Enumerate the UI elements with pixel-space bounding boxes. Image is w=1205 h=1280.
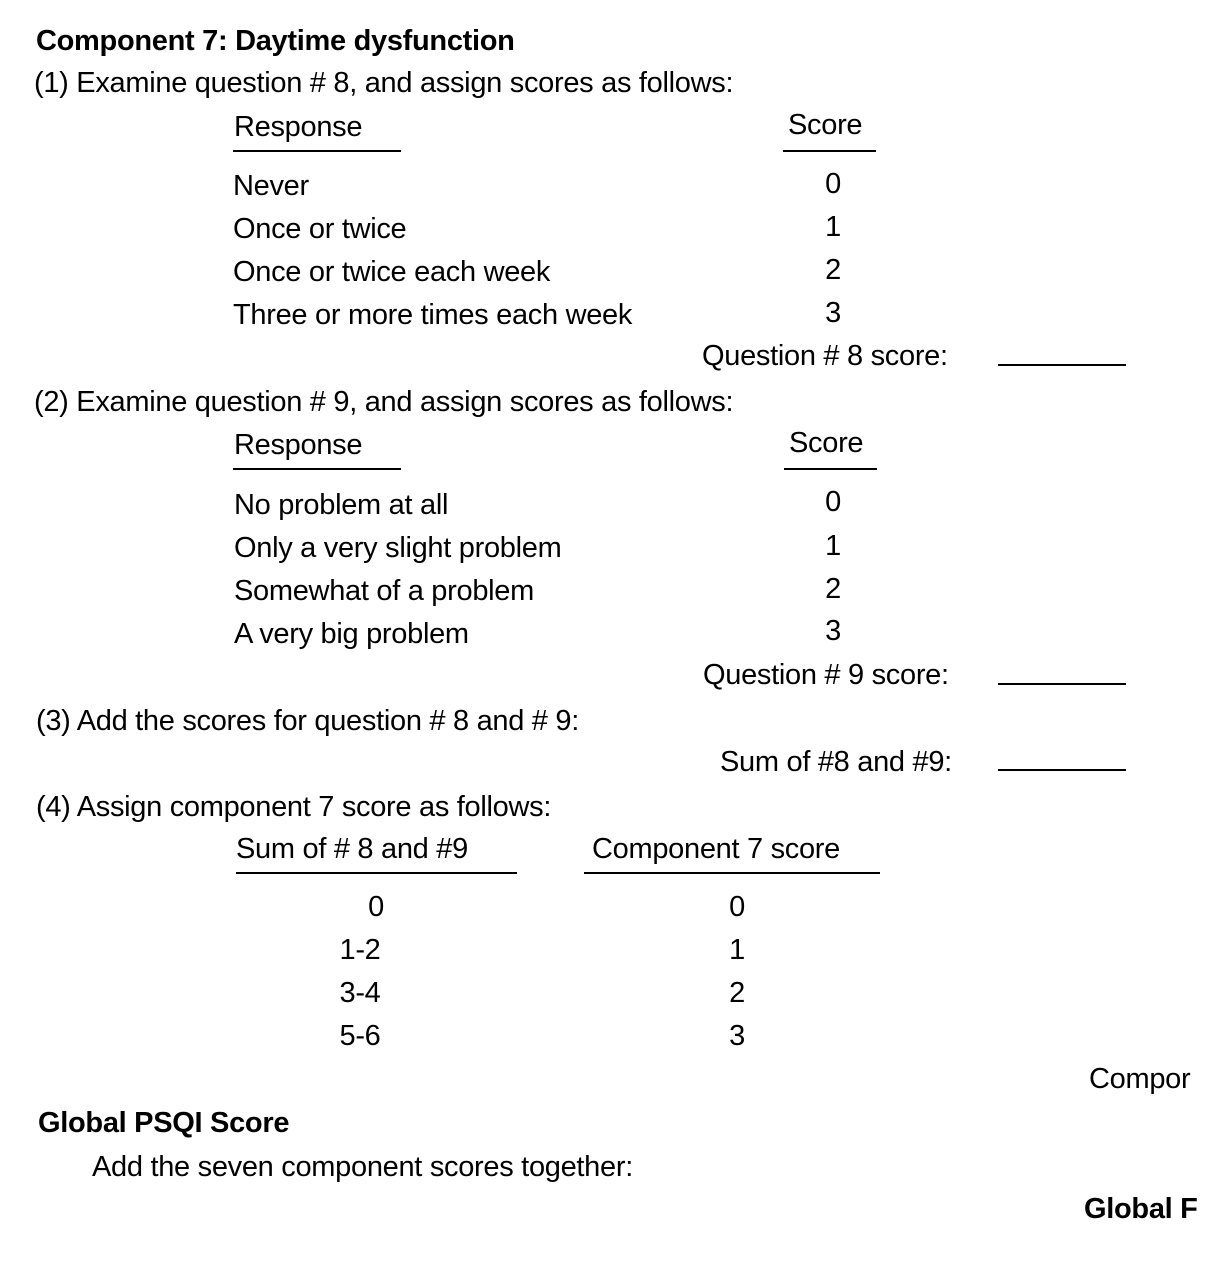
q9-row-score: 3 [825,615,841,647]
global-instruction: Add the seven component scores together: [92,1151,633,1183]
q8-row-score: 0 [825,168,841,200]
section-title: Component 7: Daytime dysfunction [36,25,515,57]
step-3-instruction: (3) Add the scores for question # 8 and # 9: [36,705,579,737]
component7-value: 1 [729,934,745,966]
q8-score-header-rule [783,150,876,152]
sum-column-header: Sum of # 8 and #9 [236,833,468,865]
sum-column-header-rule [236,872,517,874]
q8-score-blank[interactable] [998,364,1126,366]
step-4-instruction: (4) Assign component 7 score as follows: [36,791,552,823]
q9-row-score: 1 [825,530,841,562]
component7-value: 0 [729,891,745,923]
sum-value: 5-6 [339,1020,381,1052]
component7-score-header: Component 7 score [592,833,840,865]
q8-row-response: Once or twice each week [233,256,551,288]
sum-value: 0 [368,891,384,923]
q9-score-header: Score [789,427,864,459]
q9-response-header: Response [234,429,363,461]
q8-score-label: Question # 8 score: [702,340,948,372]
q8-row-score: 2 [825,254,841,286]
component7-score-header-rule [584,872,880,874]
q8-row-score: 3 [825,297,841,329]
q8-row-response: Never [233,170,309,202]
q8-row-response: Three or more times each week [233,299,633,331]
q8-response-header-rule [233,150,401,152]
q9-row-response: No problem at all [234,489,449,521]
global-title: Global PSQI Score [38,1107,290,1139]
q9-row-response: Somewhat of a problem [234,575,534,607]
component7-value: 3 [729,1020,745,1052]
q9-row-score: 2 [825,573,841,605]
sum-8-9-label: Sum of #8 and #9: [720,746,952,778]
q9-score-label: Question # 9 score: [703,659,949,691]
component7-score-label: Compor [1089,1063,1191,1095]
q9-response-header-rule [233,468,401,470]
q9-row-response: Only a very slight problem [234,532,562,564]
q8-row-score: 1 [825,211,841,243]
sum-value: 3-4 [339,977,381,1009]
sum-8-9-blank[interactable] [998,769,1126,771]
q9-score-header-rule [784,468,877,470]
global-score-label: Global F [1084,1193,1198,1225]
q9-score-blank[interactable] [998,683,1126,685]
component7-value: 2 [729,977,745,1009]
q9-row-response: A very big problem [234,618,469,650]
q8-response-header: Response [234,111,363,143]
q9-row-score: 0 [825,486,841,518]
q8-score-header: Score [788,109,863,141]
sum-value: 1-2 [339,934,381,966]
step-1-instruction: (1) Examine question # 8, and assign scores as follows: [34,67,734,99]
step-2-instruction: (2) Examine question # 9, and assign scores as follows: [34,386,734,418]
q8-row-response: Once or twice [233,213,407,245]
